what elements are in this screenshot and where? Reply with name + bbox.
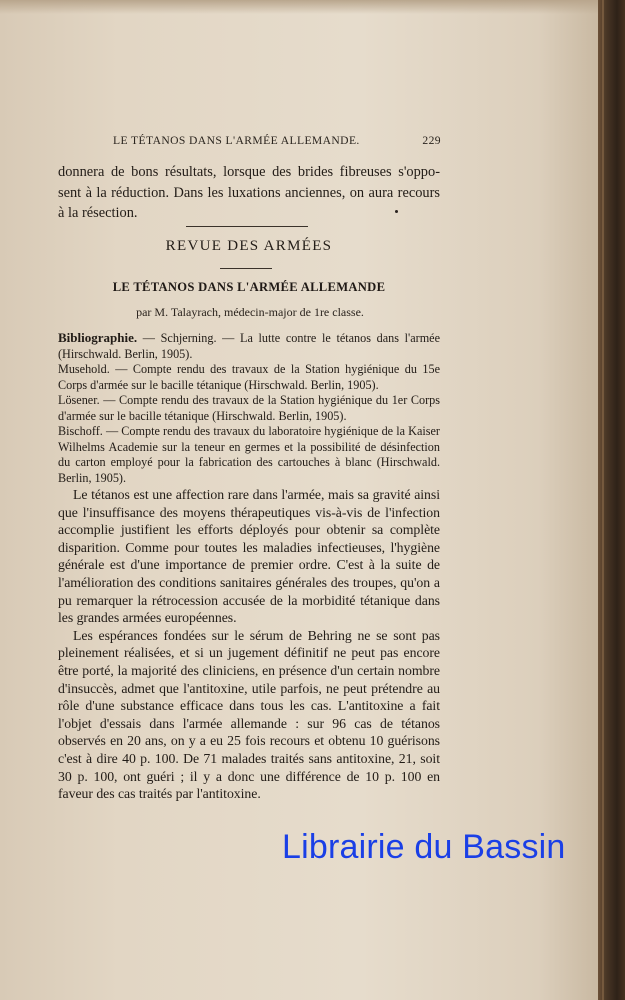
page-shadow xyxy=(0,0,598,14)
intro-line: à la résection. xyxy=(58,205,138,221)
page-number: 229 xyxy=(422,134,441,147)
intro-line: sent à la réduction. Dans les luxations anciennes, on aura recours xyxy=(58,184,440,201)
bibliography xyxy=(58,330,440,486)
spine-edge xyxy=(602,0,604,1000)
running-header xyxy=(113,134,441,147)
section-title: REVUE DES ARMÉES xyxy=(165,238,333,254)
bibliography-entry: Musehold. — Compte rendu des travaux de la Station hygiénique du 15e Corps d'armée sur le bacille tétanique (Hirschwald. Berlin, 1905). xyxy=(58,362,440,392)
bibliography-label: Bibliographie. xyxy=(58,330,138,345)
section-divider xyxy=(186,226,308,227)
bibliography-entry: Lösener. — Compte rendu des travaux de la Station hygiénique du 1er Corps d'armée sur le bacille tétanique (Hirschwald. Berlin, 1905). xyxy=(58,393,440,423)
article-body xyxy=(58,486,440,803)
intro-line: donnera de bons résultats, lorsque des brides fibreuses s'oppo- xyxy=(58,164,440,180)
running-title: LE TÉTANOS DANS L'ARMÉE ALLEMANDE. xyxy=(113,134,360,147)
title-divider xyxy=(220,268,272,269)
bibliography-entry: Bischoff. — Compte rendu des travaux du laboratoire hygiénique de la Kaiser Wilhelms Academie sur la teneur en germes et la possibilité de désinfection du carton employé pour la fabrication des cartouches à blanc (Hirschwald. Berlin, 1905). xyxy=(58,424,440,485)
bibliography-text: — Schjerning. — La lutte contre le tétanos dans l'armée (Hirschwald. Berlin, 1905). xyxy=(58,331,440,361)
watermark-text: Librairie du Bassin xyxy=(282,828,566,866)
body-paragraph: Les espérances fondées sur le sérum de Behring ne se sont pas pleinement réalisées, et si un jugement définitif ne peut pas encore être porté, la majorité des cliniciens, en présence d'un certain nombre d'insuccès, admet que l'antitoxine, utile parfois, ne peut prétendre au rôle d'une substance efficace dans tous les cas. L'antitoxine a fait l'objet d'essais dans l'armée allemande : sur 96 cas de tétanos observés en 20 ans, on y a eu 25 fois recours et obtenu 10 guérisons c'est à dire 40 p. 100. De 71 malades traités sans antitoxine, 21, soit 30 p. 100, ont guéri ; il y a donc une différence de 10 p. 100 en faveur des cas traités par l'antitoxine. xyxy=(58,627,440,802)
bibliography-entry xyxy=(58,330,440,362)
ink-speck xyxy=(395,210,398,213)
body-paragraph: Le tétanos est une affection rare dans l'armée, mais sa gravité ainsi que l'insuffisance des moyens thérapeutiques vis-à-vis de l'infection accomplie justifient les efforts déployés pour obtenir sa complète disparition. Comme pour toutes les maladies infectieuses, l'hygiène générale est d'une importance de premier ordre. C'est à la suite de l'amélioration des conditions sanitaires générales des troupes, qu'on a pu remarquer la rétrocession accusée de la morbidité tétanique dans les grandes armées européennes. xyxy=(58,487,440,626)
intro-paragraph xyxy=(58,162,440,224)
byline: par M. Talayrach, médecin-major de 1re classe. xyxy=(136,305,364,319)
article-title: LE TÉTANOS DANS L'ARMÉE ALLEMANDE xyxy=(112,280,386,294)
